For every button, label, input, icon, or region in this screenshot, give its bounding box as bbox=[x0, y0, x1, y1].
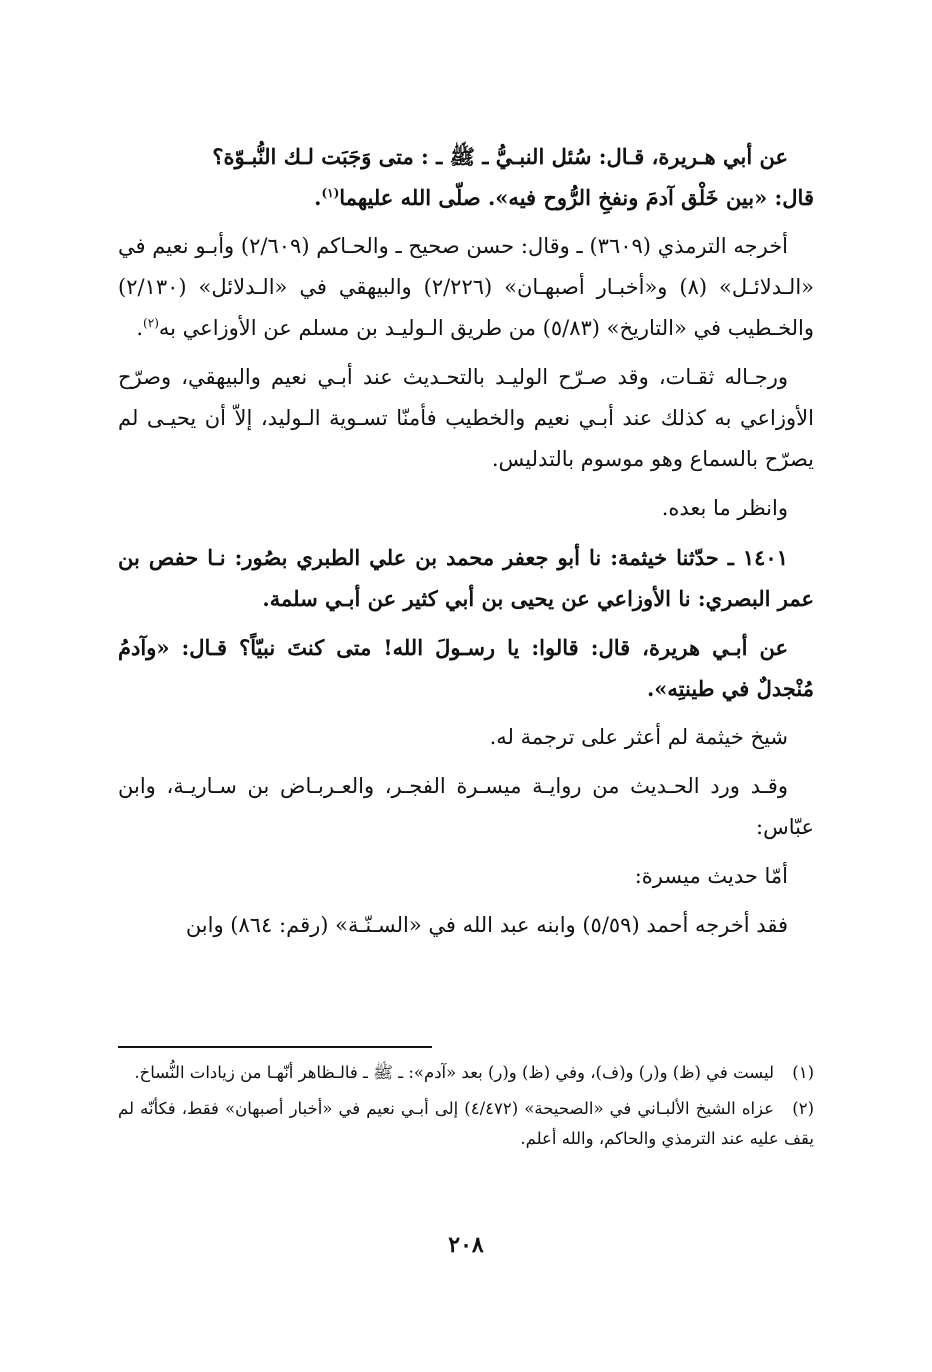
see-next-note: وانظر ما بعده. bbox=[661, 496, 788, 520]
footnote-2 bbox=[118, 1094, 814, 1154]
hadith-1-line-1: عن أبي هـريرة، قـال: سُئل النبـيُّ ـ ﷺ ـ : متى وَجَبَت لـك النُّبـوّة؟ bbox=[212, 144, 788, 169]
takhrij-paragraph: أخرجه الترمذي (٣٦٠٩) ـ وقال: حسن صحيح ـ والحـاكم (٢/٦٠٩) وأبـو نعيم في «الـدلائـل» (٨) و«أخبـار أصبهـان» (٢/٢٢٦) والبيهقي في «الـدلائل» (٢/١٣٠) والخـطيب في «التاريخ» (٥/٨٣) من طريق الـوليـد بن مسلم عن الأوزاعي به$^{(٢)}$. bbox=[118, 234, 814, 340]
footnote-1-text: ليست في (ظ) و(ر) و(ف)، وفي (ظ) و(ر) بعد «آدم»: ـ ﷺ ـ فالـظاهر أنّهـا من زيادات النُّساخ. bbox=[134, 1063, 774, 1082]
maysara-takhrij: فقد أخرجه أحمد (٥/٥٩) وابنه عبد الله في «السـنّـة» (رقم: ٨٦٤) وابن bbox=[185, 913, 788, 937]
main-text bbox=[118, 136, 814, 954]
footnote-1 bbox=[118, 1058, 814, 1088]
hadith-1-line-2: قال: «بين خَلْق آدمَ ونفخِ الرُّوح فيه». صلّى الله عليهما bbox=[339, 185, 814, 210]
maysara-heading: أمّا حديث ميسرة: bbox=[634, 864, 788, 888]
footnote-2-text: عزاه الشيخ الألبـاني في «الصحيحة» (٤/٤٧٢) إلى أبـي نعيم في «أخبار أصبهان» فقط، فكأنّه لم يقف عليه عند الترمذي والحاكم، والله أعلم. bbox=[118, 1099, 814, 1148]
footnotes bbox=[118, 1058, 814, 1160]
narrator-note: شيخ خيثمة لم أعثر على ترجمة له. bbox=[489, 725, 788, 749]
page-number: ٢٠٨ bbox=[448, 1232, 484, 1258]
footnote-divider bbox=[118, 1046, 432, 1048]
footnote-ref-2[interactable]: (٢) bbox=[143, 316, 159, 330]
isnad-text: ـ حدّثنا خيثمة: نا أبو جعفر محمد بن علي الطبري بصُور: نـا حفص بن عمر البصري: نا الأوزاعي عن يحيى بن أبي كثير عن أبـي سلمة. bbox=[118, 545, 814, 611]
footnote-1-mark: (١) bbox=[792, 1063, 814, 1082]
footnote-ref-1[interactable]: (١) bbox=[321, 186, 340, 200]
hadith-number: ١٤٠١ bbox=[742, 545, 788, 570]
narrators-paragraph: ورجـاله ثقـات، وقد صـرّح الوليـد بالتحـديث عند أبـي نعيم والبيهقي، وصرّح الأوزاعي به كذلك عند أبـي نعيم والخطيب فأمنّا تسـوية الـوليد، إلاّ أن يحيـى لم يصرّح بالسماع وهو موسوم بالتدليس. bbox=[118, 365, 814, 471]
other-narrations: وقـد ورد الحـديث من روايـة ميسـرة الفجـر، والعـربـاض بن سـاريـة، وابن عبّاس: bbox=[118, 774, 814, 839]
hadith-matn: عن أبـي هريرة، قال: قالوا: يا رسـولَ الله! متى كنتَ نبيّاً؟ قـال: «وآدمُ مُنْجدلٌ في طينتِه». bbox=[118, 635, 814, 701]
hadith-text-1: عن أبي هـريرة، قـال: سُئل النبـيُّ ـ ﷺ ـ : متى وَجَبَت لـك النُّبـوّة؟ قال: «بين خَلْق آدمَ ونفخِ الرُّوح فيه». صلّى الله عليهما$^{(١)}$. bbox=[212, 144, 814, 210]
footnote-2-mark: (٢) bbox=[792, 1099, 814, 1118]
hadith-isnad bbox=[118, 537, 814, 619]
